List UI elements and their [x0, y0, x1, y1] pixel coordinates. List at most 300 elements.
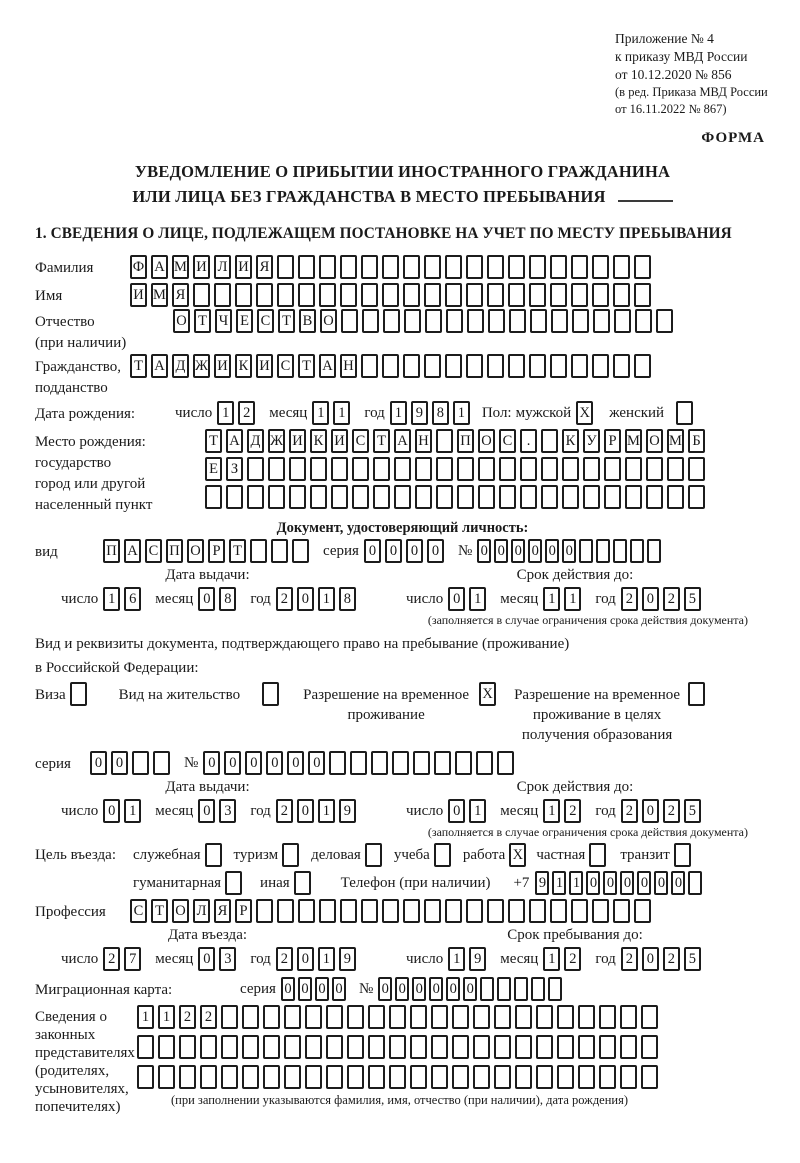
char-cell: 2 — [621, 799, 638, 823]
char-cell: 3 — [219, 799, 236, 823]
char-cell — [634, 899, 651, 923]
char-cell: Р — [208, 539, 225, 563]
char-cell — [452, 1005, 469, 1029]
char-cell: 1 — [469, 587, 486, 611]
char-cell — [383, 309, 400, 333]
annex-edit-line-2: от 16.11.2022 № 867) — [615, 102, 727, 116]
char-cell: 1 — [552, 871, 566, 895]
char-cell: 1 — [453, 401, 470, 425]
purpose-official — [133, 843, 226, 867]
residence-issue-year-cells — [276, 799, 360, 823]
char-cell — [592, 899, 609, 923]
char-cell: 0 — [297, 587, 314, 611]
char-cell: Н — [340, 354, 357, 378]
char-cell: 8 — [432, 401, 449, 425]
purpose-humanitarian-label: гуманитарная — [133, 875, 222, 891]
doc-validity-note: (заполняется в случае ограничения срока действия документа) — [427, 613, 748, 627]
char-cell — [613, 255, 630, 279]
entry-date-col — [35, 927, 380, 971]
representatives-label-line4: (родителях, — [35, 1063, 110, 1079]
stay-month-cells — [543, 947, 585, 971]
char-cell — [247, 457, 264, 481]
stay-day-cells — [448, 947, 490, 971]
char-cell — [599, 1005, 616, 1029]
char-cell: Т — [278, 309, 295, 333]
char-cell: 1 — [469, 799, 486, 823]
char-cell — [368, 1065, 385, 1089]
residence-issue-heading: Дата выдачи: — [165, 779, 250, 795]
char-cell — [365, 843, 382, 867]
char-cell — [153, 751, 170, 775]
char-cell: О — [646, 429, 663, 453]
entry-month-label: месяц — [155, 951, 194, 967]
char-cell — [352, 485, 369, 509]
char-cell — [473, 1035, 490, 1059]
residence-issue-month-cells — [198, 799, 240, 823]
char-cell: К — [562, 429, 579, 453]
doc-valid-year-cells — [621, 587, 705, 611]
char-cell — [403, 283, 420, 307]
char-cell — [235, 283, 252, 307]
char-cell: 0 — [103, 799, 120, 823]
char-cell — [361, 354, 378, 378]
char-cell: 1 — [543, 799, 560, 823]
doc-valid-day-cells — [448, 587, 490, 611]
char-cell: 2 — [276, 947, 293, 971]
annex-reference — [615, 30, 770, 118]
char-cell: 1 — [124, 799, 141, 823]
char-cell: О — [187, 539, 204, 563]
char-cell — [487, 255, 504, 279]
char-cell: 8 — [339, 587, 356, 611]
residence-issue-day-label: число — [61, 803, 99, 819]
char-cell: 0 — [364, 539, 381, 563]
char-cell: 0 — [427, 539, 444, 563]
char-cell — [158, 1065, 175, 1089]
char-cell: 2 — [621, 587, 638, 611]
phone-cells — [535, 871, 705, 895]
char-cell: И — [193, 255, 210, 279]
char-cell — [413, 751, 430, 775]
purpose-other — [260, 871, 315, 895]
char-cell: 2 — [103, 947, 120, 971]
char-cell — [445, 255, 462, 279]
char-cell — [578, 1065, 595, 1089]
char-cell — [247, 485, 264, 509]
temp-permit-option — [303, 682, 500, 725]
char-cell: 1 — [137, 1005, 154, 1029]
doc-issue-year-label: год — [250, 591, 271, 607]
char-cell — [630, 539, 644, 563]
char-cell — [289, 457, 306, 481]
char-cell: И — [130, 283, 147, 307]
char-cell: 9 — [339, 947, 356, 971]
char-cell: 0 — [511, 539, 525, 563]
char-cell: 0 — [297, 947, 314, 971]
firstname-label: Имя — [35, 288, 63, 304]
char-cell: 0 — [111, 751, 128, 775]
representatives-label-line3: представителях — [35, 1045, 135, 1061]
representatives-label-line1: Сведения о — [35, 1009, 107, 1025]
char-cell — [434, 751, 451, 775]
purpose-humanitarian — [133, 871, 246, 895]
char-cell: 0 — [545, 539, 559, 563]
entry-date-group — [35, 947, 380, 971]
char-cell: П — [166, 539, 183, 563]
char-cell — [625, 457, 642, 481]
residence-issue-group — [35, 799, 380, 823]
char-cell — [368, 1035, 385, 1059]
entry-year-label: год — [250, 951, 271, 967]
char-cell — [646, 485, 663, 509]
char-cell — [497, 977, 511, 1001]
char-cell — [457, 485, 474, 509]
char-cell: Б — [688, 429, 705, 453]
entry-day-cells — [103, 947, 145, 971]
birth-place-cells — [205, 429, 709, 513]
char-cell: Я — [256, 255, 273, 279]
char-cell — [620, 1065, 637, 1089]
char-cell: 0 — [412, 977, 426, 1001]
char-cell — [452, 1035, 469, 1059]
char-cell — [436, 457, 453, 481]
char-cell — [557, 1065, 574, 1089]
residence-validity-note: (заполняется в случае ограничения срока действия документа) — [427, 825, 748, 839]
firstname-row — [35, 283, 770, 307]
surname-cells — [130, 255, 655, 279]
char-cell: 0 — [637, 871, 651, 895]
char-cell: С — [277, 354, 294, 378]
char-cell — [613, 283, 630, 307]
char-cell: 0 — [385, 539, 402, 563]
char-cell — [361, 255, 378, 279]
char-cell — [688, 682, 705, 706]
migration-series-label: серия — [240, 981, 276, 997]
char-cell — [494, 1035, 511, 1059]
char-cell — [583, 457, 600, 481]
char-cell: 1 — [103, 587, 120, 611]
identity-doc-row — [35, 539, 770, 563]
char-cell — [361, 283, 378, 307]
residence-doc-intro-line2: в Российской Федерации: — [35, 660, 199, 676]
char-cell — [403, 354, 420, 378]
char-cell: 0 — [308, 751, 325, 775]
doc-issue-group — [35, 587, 380, 611]
char-cell — [271, 539, 288, 563]
char-cell: К — [235, 354, 252, 378]
birth-place-label-line3: город или другой — [35, 476, 146, 492]
char-cell — [319, 899, 336, 923]
char-cell — [256, 283, 273, 307]
char-cell: 0 — [198, 947, 215, 971]
char-cell: Н — [415, 429, 432, 453]
char-cell: 1 — [312, 401, 329, 425]
char-cell: 0 — [562, 539, 576, 563]
purpose-study-label: учеба — [393, 847, 430, 863]
purpose-official-checkbox — [205, 843, 226, 867]
char-cell: 0 — [198, 587, 215, 611]
char-cell: 2 — [564, 947, 581, 971]
char-cell: 0 — [528, 539, 542, 563]
char-cell: 5 — [684, 587, 701, 611]
char-cell: 0 — [266, 751, 283, 775]
char-cell: И — [289, 429, 306, 453]
char-cell: 0 — [446, 977, 460, 1001]
char-cell — [340, 283, 357, 307]
char-cell — [541, 429, 558, 453]
char-cell — [352, 457, 369, 481]
birth-day-cells — [217, 401, 259, 425]
char-cell — [531, 977, 545, 1001]
annex-line-3: от 10.12.2020 № 856 — [615, 67, 732, 82]
char-cell — [294, 871, 311, 895]
stay-until-heading: Срок пребывания до: — [507, 927, 643, 943]
char-cell — [571, 255, 588, 279]
doc-issue-heading: Дата выдачи: — [165, 567, 250, 583]
edu-permit-label-line2: проживание в целях — [532, 707, 662, 723]
visa-label: Виза — [35, 687, 66, 703]
char-cell — [284, 1035, 301, 1059]
title-blank-line — [618, 187, 673, 202]
char-cell — [529, 899, 546, 923]
char-cell — [452, 1065, 469, 1089]
char-cell — [158, 1035, 175, 1059]
char-cell — [488, 309, 505, 333]
residence-valid-day-label: число — [406, 803, 444, 819]
char-cell — [319, 255, 336, 279]
char-cell: О — [172, 899, 189, 923]
char-cell — [634, 255, 651, 279]
char-cell — [466, 899, 483, 923]
char-cell — [536, 1065, 553, 1089]
char-cell: А — [226, 429, 243, 453]
char-cell: 2 — [276, 587, 293, 611]
char-cell — [571, 899, 588, 923]
char-cell: Ф — [130, 255, 147, 279]
char-cell: О — [173, 309, 190, 333]
char-cell — [541, 485, 558, 509]
entry-month-cells — [198, 947, 240, 971]
char-cell — [347, 1035, 364, 1059]
char-cell: В — [299, 309, 316, 333]
char-cell: 0 — [586, 871, 600, 895]
purpose-label: Цель въезда: — [35, 847, 116, 863]
char-cell: 1 — [318, 587, 335, 611]
char-cell: 5 — [684, 947, 701, 971]
purpose-private — [536, 843, 610, 867]
char-cell: Т — [130, 354, 147, 378]
char-cell — [382, 354, 399, 378]
char-cell — [326, 1035, 343, 1059]
char-cell — [382, 283, 399, 307]
stay-until-group — [380, 947, 770, 971]
birth-year-label: год — [364, 405, 385, 421]
char-cell — [613, 539, 627, 563]
firstname-cells — [130, 283, 655, 307]
char-cell: К — [310, 429, 327, 453]
char-cell — [424, 283, 441, 307]
edu-permit-checkbox — [688, 682, 709, 706]
char-cell — [487, 899, 504, 923]
birth-place-row1-cells — [205, 429, 709, 453]
birth-place-block — [35, 429, 770, 516]
char-cell — [225, 871, 242, 895]
char-cell — [579, 539, 593, 563]
char-cell: 1 — [448, 947, 465, 971]
representatives-label-line6: попечителях) — [35, 1099, 121, 1115]
char-cell: Т — [194, 309, 211, 333]
char-cell: 0 — [378, 977, 392, 1001]
char-cell: 0 — [671, 871, 685, 895]
birth-date-row — [35, 401, 770, 425]
char-cell — [466, 283, 483, 307]
char-cell — [656, 309, 673, 333]
char-cell — [221, 1065, 238, 1089]
stay-day-label: число — [406, 951, 444, 967]
char-cell — [445, 283, 462, 307]
edu-permit-label-line1: Разрешение на временное — [514, 687, 681, 703]
char-cell: 0 — [642, 947, 659, 971]
char-cell — [536, 1035, 553, 1059]
char-cell — [688, 457, 705, 481]
char-cell — [604, 457, 621, 481]
char-cell — [515, 1035, 532, 1059]
char-cell — [340, 255, 357, 279]
char-cell — [536, 1005, 553, 1029]
char-cell: Ж — [193, 354, 210, 378]
char-cell — [382, 255, 399, 279]
migration-number-label: № — [358, 981, 374, 997]
purpose-study-checkbox — [434, 843, 455, 867]
surname-label: Фамилия — [35, 260, 94, 276]
char-cell: М — [172, 255, 189, 279]
representatives-row1-cells — [137, 1005, 662, 1029]
char-cell — [205, 485, 222, 509]
char-cell: 0 — [203, 751, 220, 775]
char-cell: 8 — [219, 587, 236, 611]
doc-valid-day-label: число — [406, 591, 444, 607]
char-cell: 5 — [684, 799, 701, 823]
char-cell: 1 — [543, 587, 560, 611]
char-cell — [205, 843, 222, 867]
char-cell — [341, 309, 358, 333]
char-cell — [625, 485, 642, 509]
section1-heading: 1. СВЕДЕНИЯ О ЛИЦЕ, ПОДЛЕЖАЩЕМ ПОСТАНОВКЕ НА УЧЕТ ПО МЕСТУ ПРЕБЫВАНИЯ — [35, 225, 732, 242]
residence-valid-group — [380, 799, 770, 823]
representatives-row3-cells — [137, 1065, 662, 1089]
char-cell: 1 — [564, 587, 581, 611]
char-cell: Т — [298, 354, 315, 378]
char-cell — [445, 354, 462, 378]
char-cell — [362, 309, 379, 333]
citizenship-label — [35, 354, 130, 399]
char-cell: Я — [214, 899, 231, 923]
entry-day-label: число — [61, 951, 99, 967]
representatives-cells — [137, 1005, 662, 1108]
char-cell — [620, 1035, 637, 1059]
char-cell: 2 — [663, 799, 680, 823]
char-cell — [515, 1065, 532, 1089]
purpose-work-label: работа — [462, 847, 506, 863]
birth-place-label-line1: Место рождения: — [35, 434, 146, 450]
char-cell — [593, 309, 610, 333]
char-cell — [132, 751, 149, 775]
char-cell: 0 — [395, 977, 409, 1001]
char-cell: 0 — [448, 587, 465, 611]
residence-valid-month-label: месяц — [500, 803, 539, 819]
char-cell: 1 — [217, 401, 234, 425]
sex-female-label: женский — [609, 405, 665, 421]
phone-prefix: +7 — [513, 875, 530, 891]
char-cell — [667, 485, 684, 509]
char-cell — [550, 354, 567, 378]
char-cell — [242, 1035, 259, 1059]
char-cell — [410, 1065, 427, 1089]
birth-place-row3-cells — [205, 485, 709, 509]
char-cell — [137, 1035, 154, 1059]
form-title — [35, 159, 770, 209]
char-cell: О — [478, 429, 495, 453]
sex-male-checkbox — [576, 401, 597, 425]
char-cell — [350, 751, 367, 775]
char-cell — [319, 283, 336, 307]
char-cell — [70, 682, 87, 706]
char-cell — [551, 309, 568, 333]
form-title-line2 — [35, 184, 770, 209]
doc-valid-group — [380, 587, 770, 611]
char-cell — [466, 354, 483, 378]
char-cell — [298, 899, 315, 923]
purpose-tourism — [234, 843, 304, 867]
char-cell: X — [576, 401, 593, 425]
doc-valid-heading: Срок действия до: — [516, 567, 634, 583]
char-cell — [478, 457, 495, 481]
residence-issue-day-cells — [103, 799, 145, 823]
identity-doc-dates — [35, 567, 770, 611]
char-cell: З — [226, 457, 243, 481]
sex-label: Пол: — [481, 405, 512, 421]
residence-number-label: № — [184, 755, 199, 771]
edu-permit-label — [514, 682, 680, 745]
char-cell — [282, 843, 299, 867]
char-cell: . — [520, 429, 537, 453]
profession-row — [35, 899, 770, 923]
char-cell: И — [331, 429, 348, 453]
profession-cells — [130, 899, 655, 923]
char-cell — [221, 1005, 238, 1029]
char-cell — [487, 354, 504, 378]
char-cell: Я — [172, 283, 189, 307]
char-cell — [520, 485, 537, 509]
residence-series-cells — [90, 751, 174, 775]
stay-year-cells — [621, 947, 705, 971]
char-cell — [263, 1035, 280, 1059]
char-cell: 1 — [318, 799, 335, 823]
purpose-work — [463, 843, 531, 867]
surname-row — [35, 255, 770, 279]
purpose-business-checkbox — [365, 843, 386, 867]
residence-issue-year-label: год — [250, 803, 271, 819]
char-cell — [473, 1065, 490, 1089]
char-cell — [676, 401, 693, 425]
char-cell: С — [130, 899, 147, 923]
char-cell: 0 — [477, 539, 491, 563]
char-cell — [494, 1005, 511, 1029]
stay-until-col — [380, 927, 770, 971]
char-cell: П — [457, 429, 474, 453]
form-title-line1: УВЕДОМЛЕНИЕ О ПРИБЫТИИ ИНОСТРАННОГО ГРАЖДАНИНА — [134, 162, 671, 181]
purpose-other-label: иная — [260, 875, 290, 891]
